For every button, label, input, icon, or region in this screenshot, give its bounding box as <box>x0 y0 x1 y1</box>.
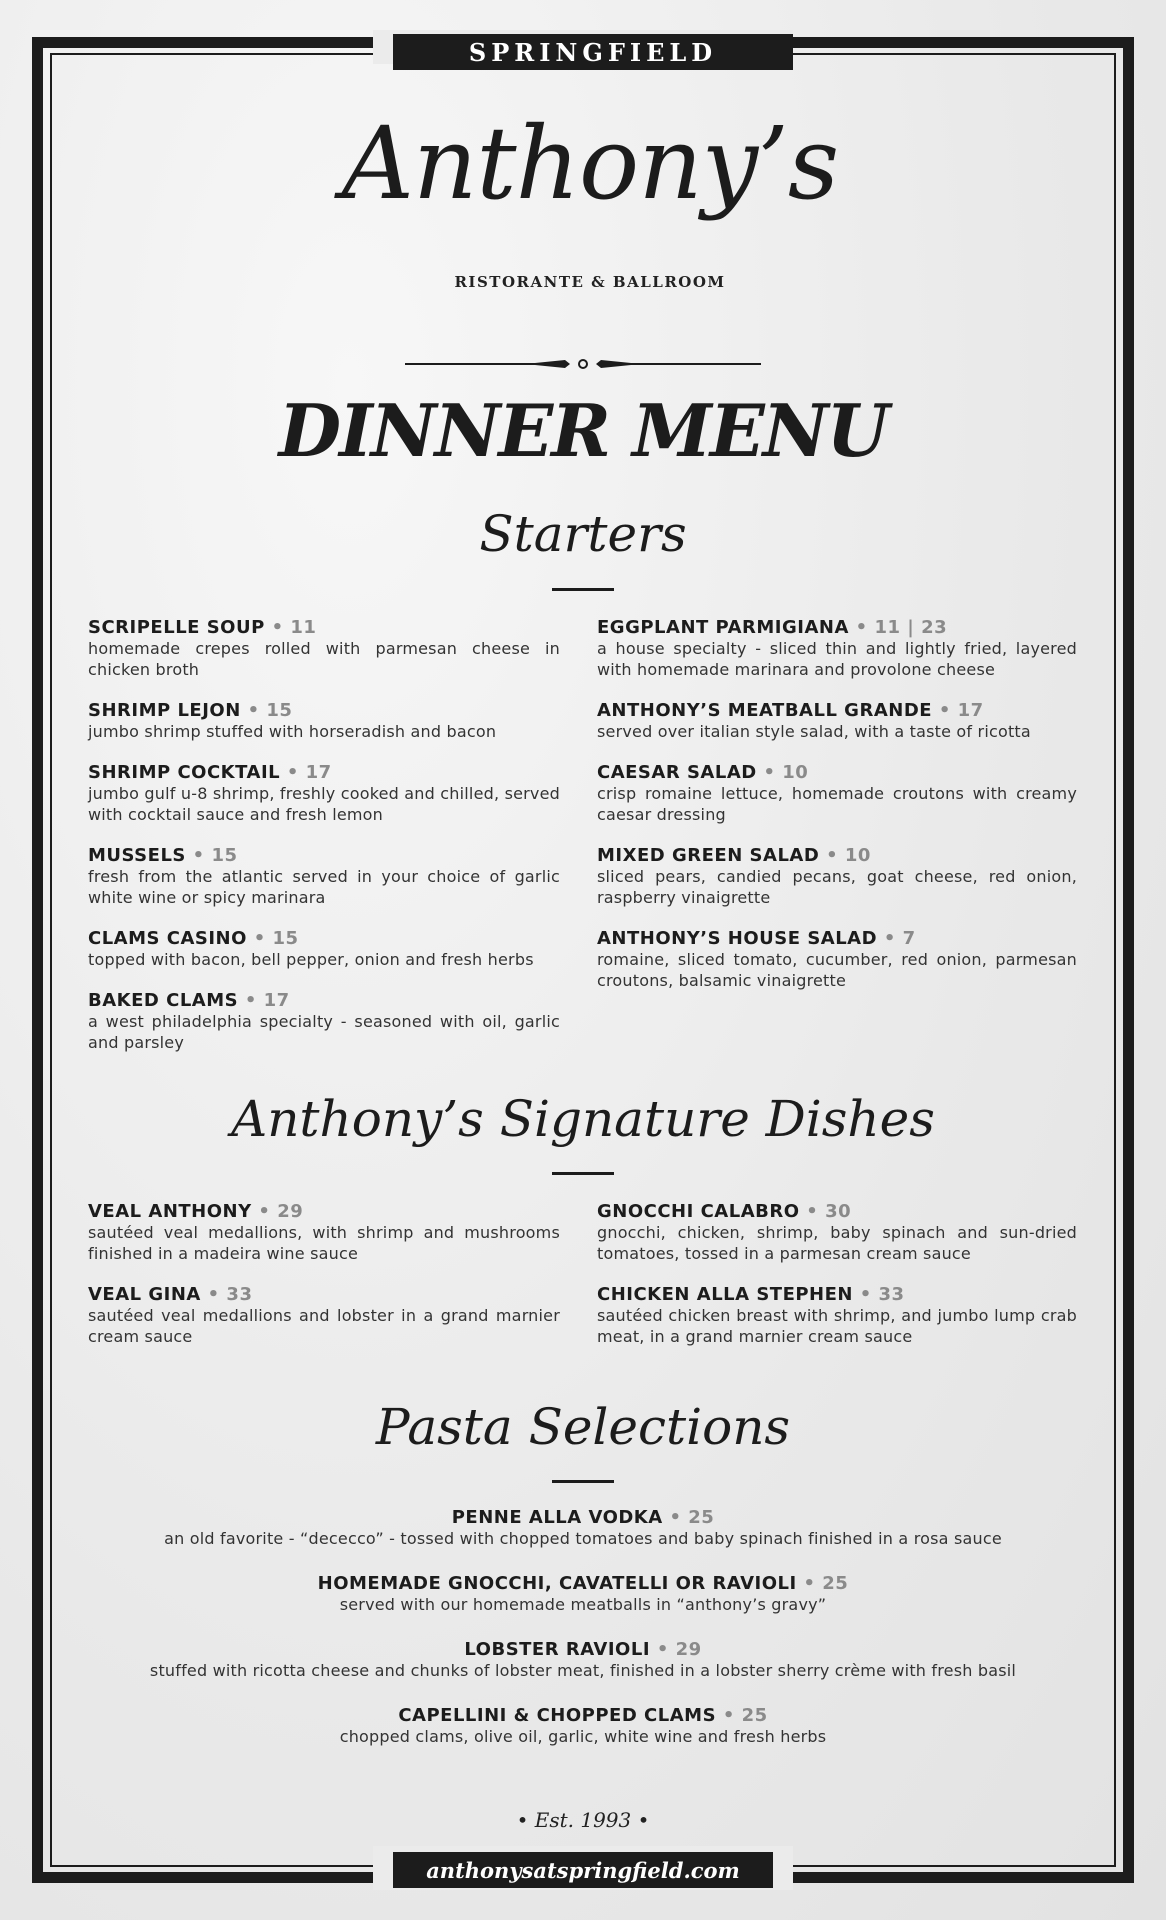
signature-right-column <box>597 1201 1077 1367</box>
menu-item <box>88 762 560 825</box>
menu-item-description: romaine, sliced tomato, cucumber, red onion, parmesan croutons, balsamic vinaigrette <box>597 950 1077 990</box>
menu-item-name-line <box>597 700 1077 721</box>
menu-item-name-line <box>70 1507 1096 1528</box>
starters-left-column <box>88 617 560 1073</box>
menu-item-price: • 11 | 23 <box>855 617 948 638</box>
menu-item-description: a house specialty - sliced thin and lightly fried, layered with homemade marinara and provolone cheese <box>597 639 1077 679</box>
menu-item-name: HOMEMADE GNOCCHI, CAVATELLI OR RAVIOLI <box>317 1573 797 1594</box>
menu-item-price: • 15 <box>253 928 299 949</box>
menu-item <box>70 1705 1096 1747</box>
menu-item <box>597 762 1077 825</box>
menu-item <box>597 1201 1077 1264</box>
menu-item-description: jumbo shrimp stuffed with horseradish and bacon <box>88 722 497 741</box>
menu-item-price: • 17 <box>244 990 290 1011</box>
menu-item-description: sautéed veal medallions, with shrimp and mushrooms finished in a madeira wine sauce <box>88 1223 560 1263</box>
menu-item-price: • 29 <box>258 1201 304 1222</box>
menu-item-price: • 25 <box>803 1573 849 1594</box>
menu-item-name-line <box>88 928 560 949</box>
menu-item <box>597 845 1077 908</box>
menu-item-name: CAPELLINI & CHOPPED CLAMS <box>398 1705 717 1726</box>
signature-heading: Anthony’s Signature Dishes <box>231 1090 935 1148</box>
menu-item-name: ANTHONY’S HOUSE SALAD <box>597 928 878 949</box>
menu-item <box>88 845 560 908</box>
menu-item-price: • 25 <box>722 1705 768 1726</box>
menu-item <box>88 1284 560 1347</box>
menu-item-name-line <box>88 845 560 866</box>
menu-item-name-line <box>70 1705 1096 1726</box>
menu-item-name: MUSSELS <box>88 845 186 866</box>
menu-item-price: • 15 <box>247 700 293 721</box>
menu-item-name-line <box>70 1639 1096 1660</box>
menu-item-name-line <box>88 762 560 783</box>
menu-item-name-line <box>597 617 1077 638</box>
menu-item-description: served with our homemade meatballs in “anthony’s gravy” <box>339 1595 827 1614</box>
menu-item-name: ANTHONY’S MEATBALL GRANDE <box>597 700 933 721</box>
menu-item-description: topped with bacon, bell pepper, onion and fresh herbs <box>88 950 534 969</box>
menu-item-name-line <box>70 1573 1096 1594</box>
menu-item-price: • 25 <box>669 1507 715 1528</box>
starters-heading: Starters <box>479 505 687 563</box>
menu-item-name-line <box>88 1201 560 1222</box>
menu-item-description: stuffed with ricotta cheese and chunks of lobster meat, finished in a lobster sherry crème with fresh basil <box>149 1661 1017 1680</box>
menu-item-name-line <box>88 1284 560 1305</box>
menu-item-description: homemade crepes rolled with parmesan cheese in chicken broth <box>88 639 560 679</box>
menu-item-description: sautéed veal medallions and lobster in a grand marnier cream sauce <box>88 1306 560 1346</box>
restaurant-logo <box>300 105 866 345</box>
menu-item-name: LOBSTER RAVIOLI <box>464 1639 651 1660</box>
menu-item-name-line <box>88 700 560 721</box>
menu-item <box>597 617 1077 680</box>
menu-item-name: GNOCCHI CALABRO <box>597 1201 800 1222</box>
menu-item <box>70 1507 1096 1549</box>
menu-title: DINNER MENU <box>278 388 888 473</box>
menu-item-name-line <box>88 990 560 1011</box>
menu-item-name: VEAL GINA <box>88 1284 201 1305</box>
menu-item-name: SHRIMP LEJON <box>88 700 241 721</box>
menu-item-description: chopped clams, olive oil, garlic, white wine and fresh herbs <box>339 1727 827 1746</box>
menu-item-price: • 30 <box>806 1201 852 1222</box>
menu-item-name: MIXED GREEN SALAD <box>597 845 820 866</box>
menu-item <box>597 1284 1077 1347</box>
menu-item-price: • 17 <box>286 762 332 783</box>
website-banner: anthonysatspringfield.com <box>393 1852 773 1888</box>
menu-item-name: CAESAR SALAD <box>597 762 757 783</box>
menu-item-description: jumbo gulf u-8 shrimp, freshly cooked and chilled, served with cocktail sauce and fresh lemon <box>88 784 560 824</box>
menu-item-description: an old favorite - “dececco” - tossed with chopped tomatoes and baby spinach finished in a rosa sauce <box>164 1529 1002 1548</box>
menu-item <box>597 700 1077 742</box>
menu-item-price: • 7 <box>883 928 916 949</box>
logo-script-text: Anthony’s <box>341 105 839 222</box>
pasta-list <box>70 1507 1096 1771</box>
menu-item-name-line <box>88 617 560 638</box>
menu-item <box>70 1573 1096 1615</box>
menu-item-description: gnocchi, chicken, shrimp, baby spinach and sun-dried tomatoes, tossed in a parmesan cream sauce <box>597 1223 1077 1263</box>
menu-item-name: CLAMS CASINO <box>88 928 247 949</box>
signature-rule <box>552 1172 614 1175</box>
pasta-heading: Pasta Selections <box>375 1398 791 1456</box>
menu-item-name-line <box>597 1284 1077 1305</box>
ornament-divider <box>405 356 761 372</box>
menu-item-price: • 11 <box>271 617 317 638</box>
menu-item-name: BAKED CLAMS <box>88 990 239 1011</box>
logo-subtitle: RISTORANTE & BALLROOM <box>454 273 726 291</box>
menu-item-name-line <box>597 762 1077 783</box>
menu-item-price: • 10 <box>826 845 871 866</box>
menu-item-name: SCRIPELLE SOUP <box>88 617 265 638</box>
menu-item <box>88 617 560 680</box>
established-text: • Est. 1993 • <box>516 1808 650 1832</box>
menu-item-price: • 10 <box>763 762 809 783</box>
menu-item-price: • 29 <box>656 1639 702 1660</box>
signature-left-column <box>88 1201 560 1367</box>
menu-item-description: sliced pears, candied pecans, goat cheese, red onion, raspberry vinaigrette <box>597 867 1077 907</box>
menu-item <box>88 928 560 970</box>
menu-item-description: fresh from the atlantic served in your choice of garlic white wine or spicy marinara <box>88 867 560 907</box>
menu-item-price: • 15 <box>192 845 238 866</box>
starters-right-column <box>597 617 1077 1011</box>
location-banner: SPRINGFIELD <box>393 34 793 70</box>
menu-item-name-line <box>597 845 1077 866</box>
menu-item-name: SHRIMP COCKTAIL <box>88 762 281 783</box>
menu-item <box>88 700 560 742</box>
menu-item <box>70 1639 1096 1681</box>
menu-item-name-line <box>597 1201 1077 1222</box>
menu-item-name: VEAL ANTHONY <box>88 1201 252 1222</box>
menu-item <box>88 1201 560 1264</box>
starters-rule <box>552 588 614 591</box>
menu-item-name-line <box>597 928 1077 949</box>
menu-item-price: • 33 <box>859 1284 905 1305</box>
menu-item-description: crisp romaine lettuce, homemade croutons with creamy caesar dressing <box>597 784 1077 824</box>
menu-item-name: CHICKEN ALLA STEPHEN <box>597 1284 853 1305</box>
menu-item-name: EGGPLANT PARMIGIANA <box>597 617 849 638</box>
menu-item-price: • 17 <box>938 700 984 721</box>
menu-item <box>597 928 1077 991</box>
menu-item-description: a west philadelphia specialty - seasoned with oil, garlic and parsley <box>88 1012 560 1052</box>
menu-item-price: • 33 <box>207 1284 253 1305</box>
pasta-rule <box>552 1480 614 1483</box>
menu-item <box>88 990 560 1053</box>
menu-item-name: PENNE ALLA VODKA <box>451 1507 663 1528</box>
menu-item-description: served over italian style salad, with a taste of ricotta <box>597 722 1031 741</box>
menu-item-description: sautéed chicken breast with shrimp, and jumbo lump crab meat, in a grand marnier cream sauce <box>597 1306 1077 1346</box>
